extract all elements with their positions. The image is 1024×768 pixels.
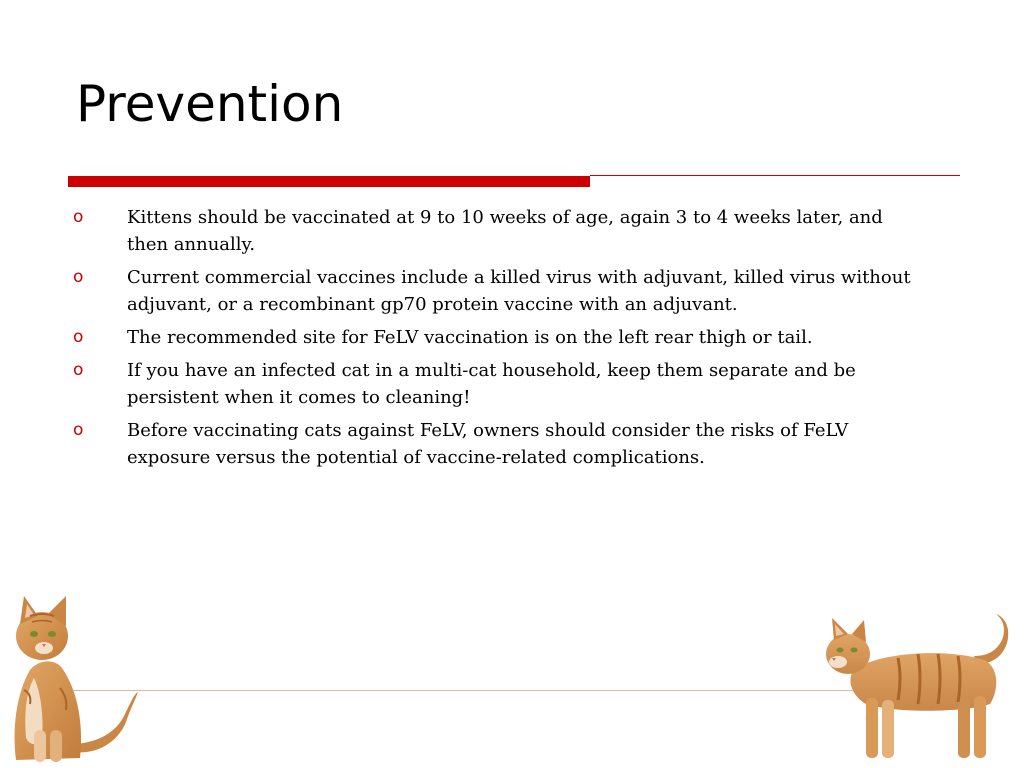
bullet-text: Current commercial vaccines include a killed virus with adjuvant, killed virus without adjuvant, or a recombinant gp70 protein vaccine with an adjuvant. xyxy=(127,267,911,315)
bullet-item xyxy=(70,204,920,258)
bullet-list xyxy=(70,204,920,477)
slide-title: Prevention xyxy=(76,75,344,133)
bullet-item xyxy=(70,264,920,318)
sitting-cat-image xyxy=(4,590,144,765)
bullet-text: If you have an infected cat in a multi-cat household, keep them separate and be persistent when it comes to cleaning! xyxy=(127,360,856,408)
bullet-item xyxy=(70,357,920,411)
bullet-marker-icon: o xyxy=(73,360,84,380)
standing-cat-image xyxy=(818,608,1024,766)
bullet-text: Before vaccinating cats against FeLV, owners should consider the risks of FeLV exposure versus the potential of vaccine-related complications. xyxy=(127,420,849,468)
bullet-text: Kittens should be vaccinated at 9 to 10 weeks of age, again 3 to 4 weeks later, and then annually. xyxy=(127,207,883,255)
bullet-item xyxy=(70,417,920,471)
bullet-item xyxy=(70,324,920,351)
bullet-text: The recommended site for FeLV vaccination is on the left rear thigh or tail. xyxy=(127,327,813,348)
bullet-marker-icon: o xyxy=(73,267,84,287)
bullet-marker-icon: o xyxy=(73,207,84,227)
bullet-marker-icon: o xyxy=(73,327,84,347)
title-divider-line xyxy=(590,175,960,176)
title-accent-bar xyxy=(68,176,590,187)
bullet-marker-icon: o xyxy=(73,420,84,440)
